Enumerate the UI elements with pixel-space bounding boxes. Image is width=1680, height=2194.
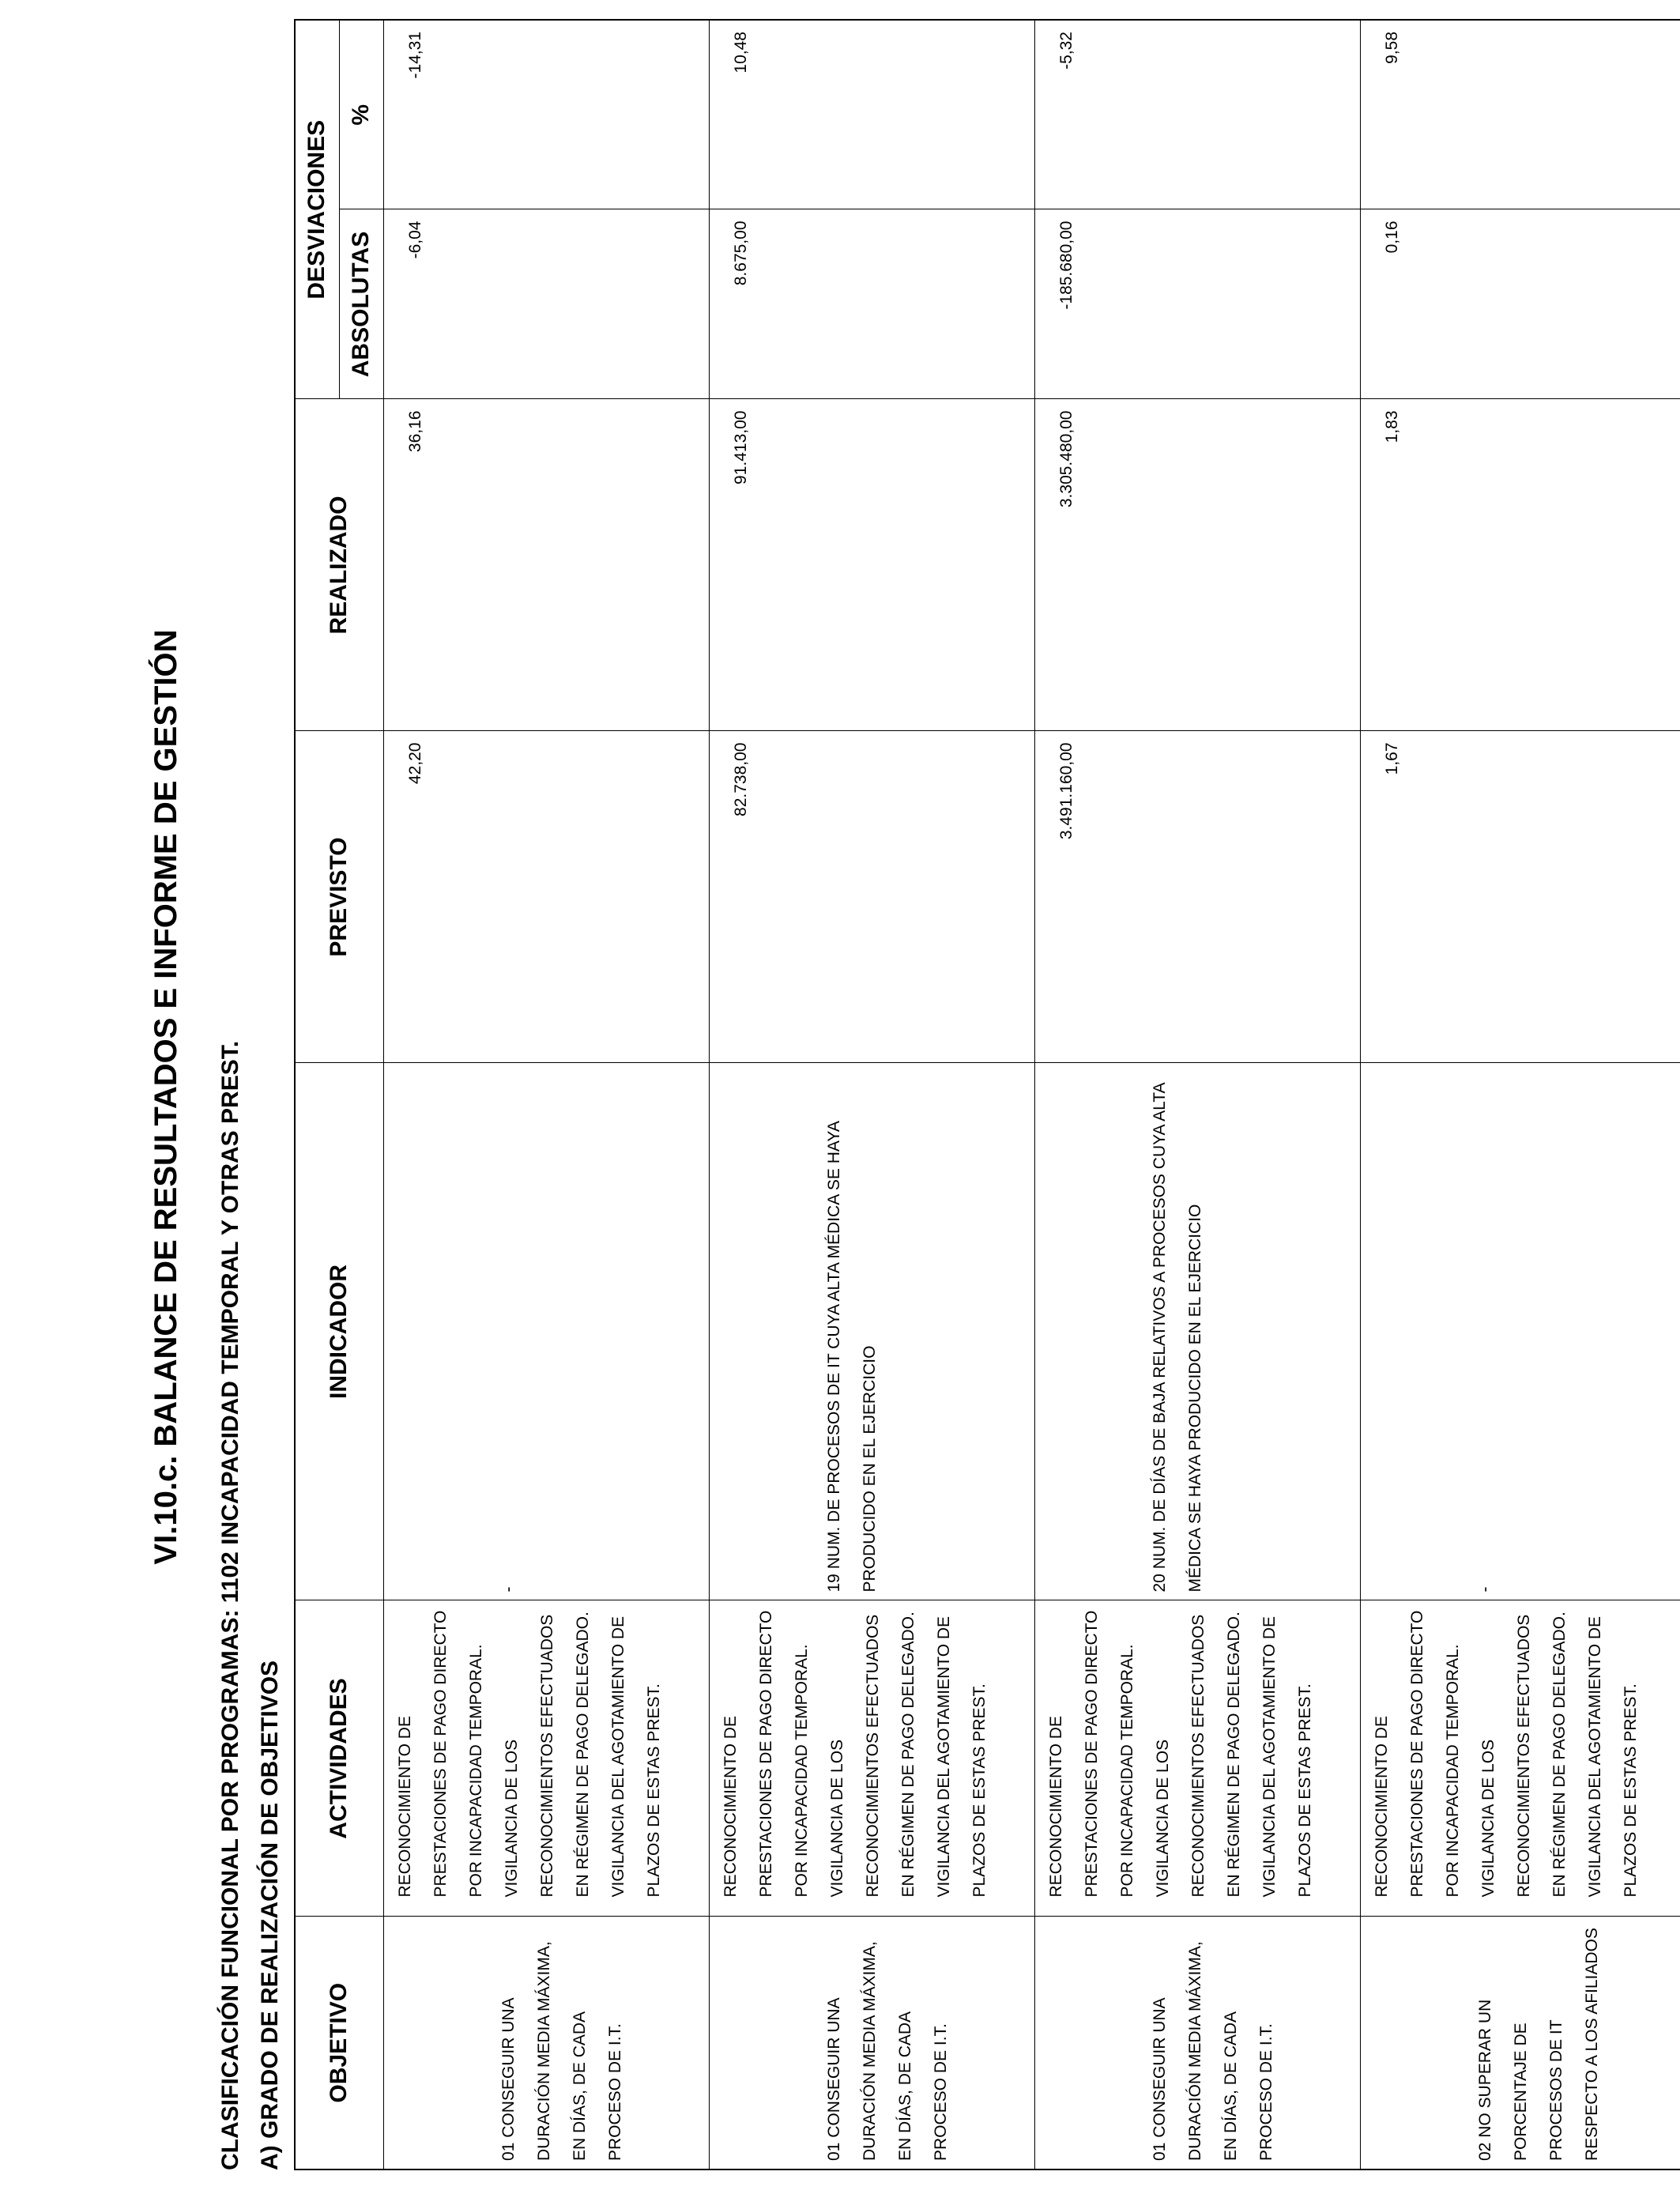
header-previsto: PREVISTO: [295, 731, 383, 1063]
indicador-cell: 19 NUM. DE PROCESOS DE IT CUYA ALTA MÉDICA SE HAYA PRODUCIDO EN EL EJERCICIO: [709, 1063, 1034, 1600]
objetivo-cell: 01 CONSEGUIR UNA DURACIÓN MEDIA MÁXIMA, EN DÍAS, DE CADA PROCESO DE I.T.: [383, 1917, 709, 2169]
header-row: [295, 20, 339, 2169]
previsto-cell: 82.738,00: [709, 731, 1034, 1063]
objetivo-cell: 01 CONSEGUIR UNA DURACIÓN MEDIA MÁXIMA, EN DÍAS, DE CADA PROCESO DE I.T.: [1034, 1917, 1360, 2169]
header-porcentaje: %: [339, 20, 383, 209]
page-title: VI.10.c. BALANCE DE RESULTADOS E INFORME DE GESTIÓN: [149, 629, 183, 1565]
indicador-cell: -: [1360, 1063, 1680, 1600]
porcentaje-cell: -14,31: [383, 20, 709, 209]
previsto-cell: 42,20: [383, 731, 709, 1063]
indicador-cell: 20 NUM. DE DÍAS DE BAJA RELATIVOS A PROCESOS CUYA ALTA MÉDICA SE HAYA PRODUCIDO EN EL EJERCICIO: [1034, 1063, 1360, 1600]
absolutas-cell: 8.675,00: [709, 209, 1034, 399]
table-row: [1360, 20, 1680, 2169]
table-row: [709, 20, 1034, 2169]
actividades-cell: RECONOCIMIENTO DE PRESTACIONES DE PAGO DIRECTO POR INCAPACIDAD TEMPORAL. VIGILANCIA DE LOS RECONOCIMIENTOS EFECTUADOS EN RÉGIMEN DE PAGO DELEGADO. VIGILANCIA DEL AGOTAMIENTO DE PLAZOS DE ESTAS PREST.: [1034, 1600, 1360, 1917]
objectives-table: [294, 19, 1680, 2170]
objetivo-cell: 02 NO SUPERAR UN PORCENTAJE DE PROCESOS DE IT RESPECTO A LOS AFILIADOS: [1360, 1917, 1680, 2169]
table-row: [1034, 20, 1360, 2169]
header-actividades: ACTIVIDADES: [295, 1600, 383, 1917]
section-heading: A) GRADO DE REALIZACIÓN DE OBJETIVOS: [257, 1660, 283, 2170]
porcentaje-cell: -5,32: [1034, 20, 1360, 209]
header-objetivo: OBJETIVO: [295, 1917, 383, 2169]
porcentaje-cell: 9,58: [1360, 20, 1680, 209]
table-row: [383, 20, 709, 2169]
actividades-cell: RECONOCIMIENTO DE PRESTACIONES DE PAGO DIRECTO POR INCAPACIDAD TEMPORAL. VIGILANCIA DE LOS RECONOCIMIENTOS EFECTUADOS EN RÉGIMEN DE PAGO DELEGADO. VIGILANCIA DEL AGOTAMIENTO DE PLAZOS DE ESTAS PREST.: [383, 1600, 709, 1917]
porcentaje-cell: 10,48: [709, 20, 1034, 209]
realizado-cell: 36,16: [383, 399, 709, 731]
realizado-cell: 3.305.480,00: [1034, 399, 1360, 731]
realizado-cell: 91.413,00: [709, 399, 1034, 731]
actividades-cell: RECONOCIMIENTO DE PRESTACIONES DE PAGO DIRECTO POR INCAPACIDAD TEMPORAL. VIGILANCIA DE LOS RECONOCIMIENTOS EFECTUADOS EN RÉGIMEN DE PAGO DELEGADO. VIGILANCIA DEL AGOTAMIENTO DE PLAZOS DE ESTAS PREST.: [709, 1600, 1034, 1917]
absolutas-cell: 0,16: [1360, 209, 1680, 399]
header-indicador: INDICADOR: [295, 1063, 383, 1600]
previsto-cell: 1,67: [1360, 731, 1680, 1063]
actividades-cell: RECONOCIMIENTO DE PRESTACIONES DE PAGO DIRECTO POR INCAPACIDAD TEMPORAL. VIGILANCIA DE LOS RECONOCIMIENTOS EFECTUADOS EN RÉGIMEN DE PAGO DELEGADO. VIGILANCIA DEL AGOTAMIENTO DE PLAZOS DE ESTAS PREST.: [1360, 1600, 1680, 1917]
indicador-cell: -: [383, 1063, 709, 1600]
header-desviaciones: DESVIACIONES: [295, 20, 339, 399]
header-realizado: REALIZADO: [295, 399, 383, 731]
header-absolutas: ABSOLUTAS: [339, 209, 383, 399]
realizado-cell: 1,83: [1360, 399, 1680, 731]
absolutas-cell: -185.680,00: [1034, 209, 1360, 399]
objetivo-cell: 01 CONSEGUIR UNA DURACIÓN MEDIA MÁXIMA, EN DÍAS, DE CADA PROCESO DE I.T.: [709, 1917, 1034, 2169]
previsto-cell: 3.491.160,00: [1034, 731, 1360, 1063]
absolutas-cell: -6,04: [383, 209, 709, 399]
program-classification: CLASIFICACIÓN FUNCIONAL POR PROGRAMAS: 1102 INCAPACIDAD TEMPORAL Y OTRAS PREST.: [217, 1040, 243, 2170]
